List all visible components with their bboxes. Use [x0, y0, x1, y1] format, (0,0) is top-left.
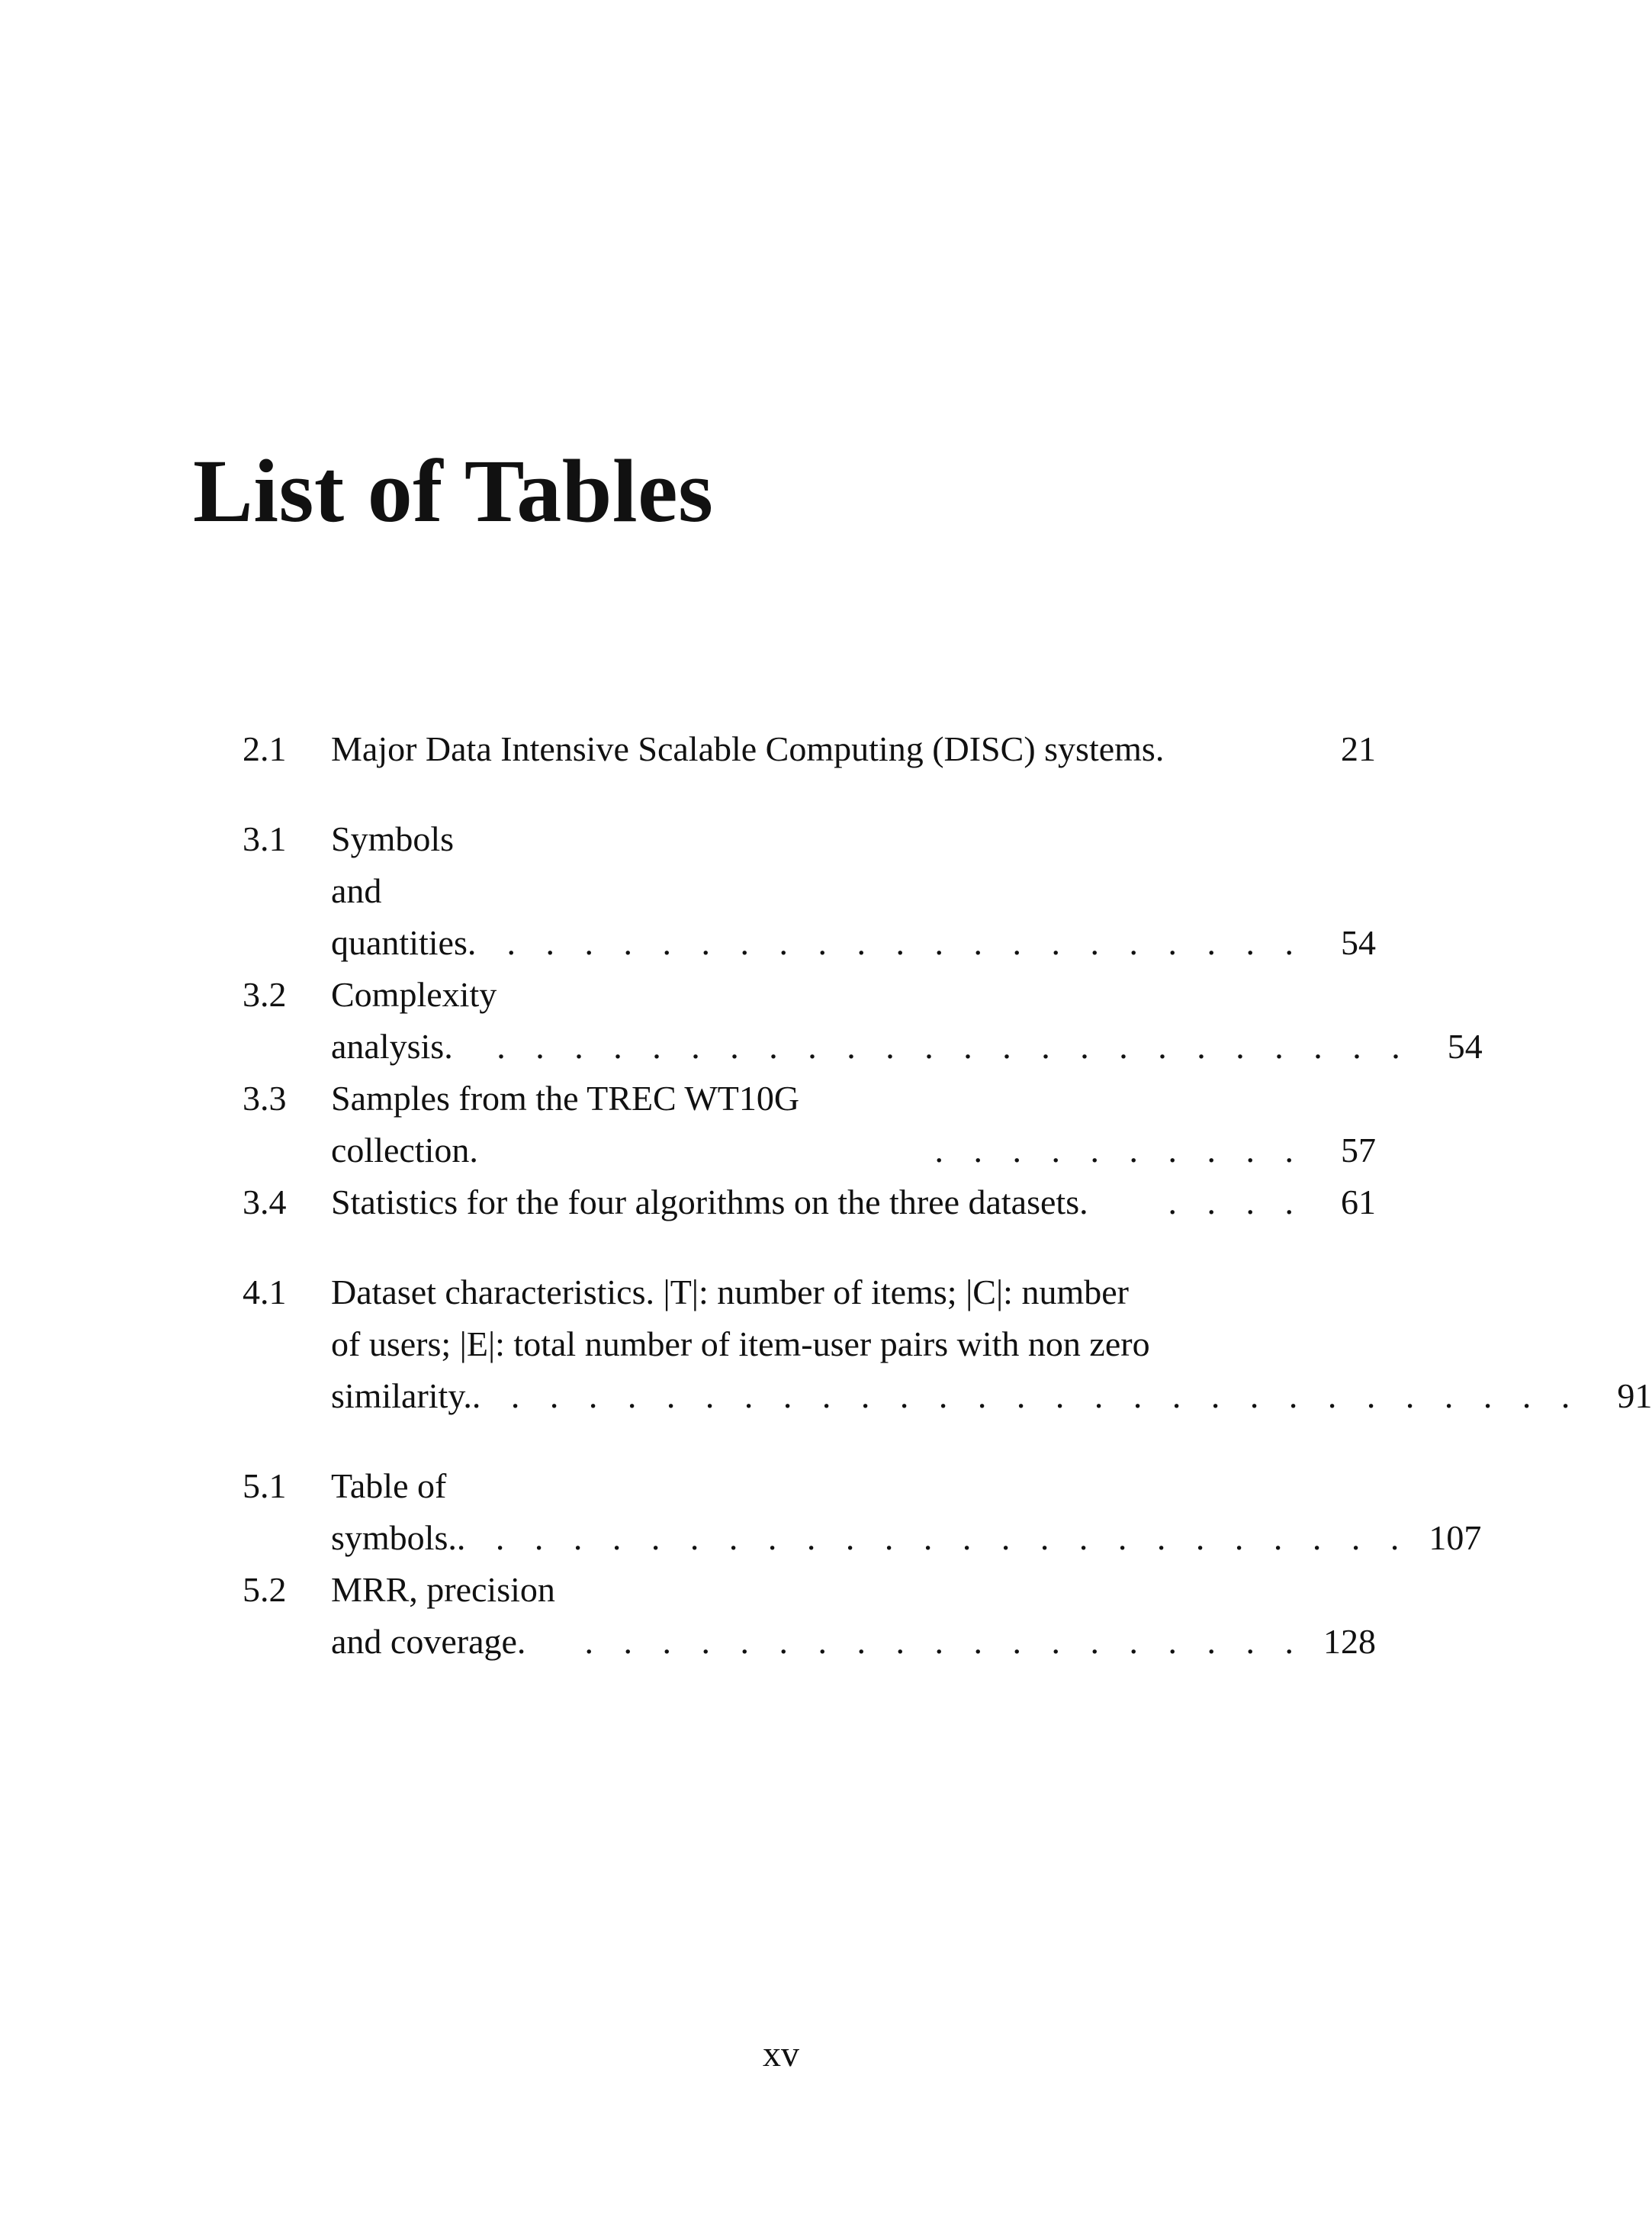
entry-number: 3.2: [243, 975, 287, 1014]
toc-entry-3-1[interactable]: [243, 813, 1376, 969]
entry-page-number: 57: [1341, 1131, 1376, 1170]
toc-entry-5-2[interactable]: [243, 1564, 1376, 1668]
entry-title: Table of symbols.: [331, 1466, 457, 1557]
entry-title-line-2: of users; |E|: total number of item-user pairs with non zero: [331, 1324, 1150, 1363]
dot-leader: . . . .: [1168, 1183, 1304, 1221]
entry-page-number: 54: [1447, 1027, 1483, 1066]
entry-number: 2.1: [243, 729, 287, 768]
entry-number: 3.3: [243, 1079, 287, 1118]
toc-entry-4-1[interactable]: [243, 1266, 1652, 1422]
toc-group-chapter-4: [243, 1266, 1652, 1422]
dot-leader: . . . . . . . . . . . . . . . . . . . . . . . . . . . . .: [471, 1376, 1581, 1415]
page-title: List of Tables: [193, 441, 714, 541]
toc-entry-2-1[interactable]: [243, 723, 1376, 775]
entry-page-number: 54: [1341, 923, 1376, 962]
toc-entry-5-1[interactable]: [243, 1460, 1482, 1564]
entry-title: Samples from the TREC WT10G collection.: [331, 1079, 800, 1170]
entry-title: Complexity analysis.: [331, 975, 497, 1066]
toc-group-chapter-2: [243, 723, 1376, 775]
entry-title: Statistics for the four algorithms on the three datasets.: [331, 1183, 1088, 1221]
toc-entry-3-4[interactable]: [243, 1176, 1376, 1228]
entry-page-number: 128: [1323, 1622, 1376, 1661]
entry-title-line-3: similarity.: [331, 1376, 472, 1415]
entry-title-last-line: [331, 1370, 1652, 1422]
entry-body: [331, 1266, 1652, 1422]
table-list: [243, 723, 1652, 1706]
entry-body: [331, 1073, 1376, 1176]
entry-number: 5.1: [243, 1466, 287, 1505]
toc-group-chapter-3: [243, 813, 1483, 1228]
entry-number: 4.1: [243, 1273, 287, 1311]
dot-leader: . . . . . . . . . .: [934, 1131, 1304, 1170]
entry-body: [331, 1460, 1482, 1564]
entry-body: [331, 1564, 1376, 1668]
entry-title: Major Data Intensive Scalable Computing (DISC) systems.: [331, 729, 1165, 768]
entry-page-number: 21: [1341, 729, 1376, 768]
entry-body: [331, 1176, 1376, 1228]
entry-number: 5.2: [243, 1570, 287, 1609]
entry-page-number: 107: [1429, 1518, 1482, 1557]
toc-entry-3-2[interactable]: [243, 969, 1483, 1073]
entry-page-number: 61: [1341, 1183, 1376, 1221]
toc-entry-3-3[interactable]: [243, 1073, 1376, 1176]
entry-body: [331, 969, 1483, 1073]
entry-page-number: 91: [1617, 1376, 1652, 1415]
entry-body: [331, 723, 1376, 775]
dot-leader: . . . . . . . . . . . . . . . . . . . . .: [506, 923, 1304, 962]
entry-title: Symbols and quantities.: [331, 819, 477, 962]
entry-title-line-1: Dataset characteristics. |T|: number of items; |C|: number: [331, 1273, 1129, 1311]
dot-leader: . . . . . . . . . . . . . . . . . . .: [584, 1622, 1304, 1661]
dot-leader: . . . . . . . . . . . . . . . . . . . . . . . . .: [456, 1518, 1410, 1557]
page-number: xv: [763, 2034, 799, 2074]
dot-leader: . . . . . . . . . . . . . . . . . . . . . . . .: [497, 1027, 1411, 1066]
toc-group-chapter-5: [243, 1460, 1482, 1668]
entry-number: 3.1: [243, 819, 287, 858]
entry-number: 3.4: [243, 1183, 287, 1221]
entry-title: MRR, precision and coverage.: [331, 1570, 555, 1661]
entry-body: [331, 813, 1376, 969]
